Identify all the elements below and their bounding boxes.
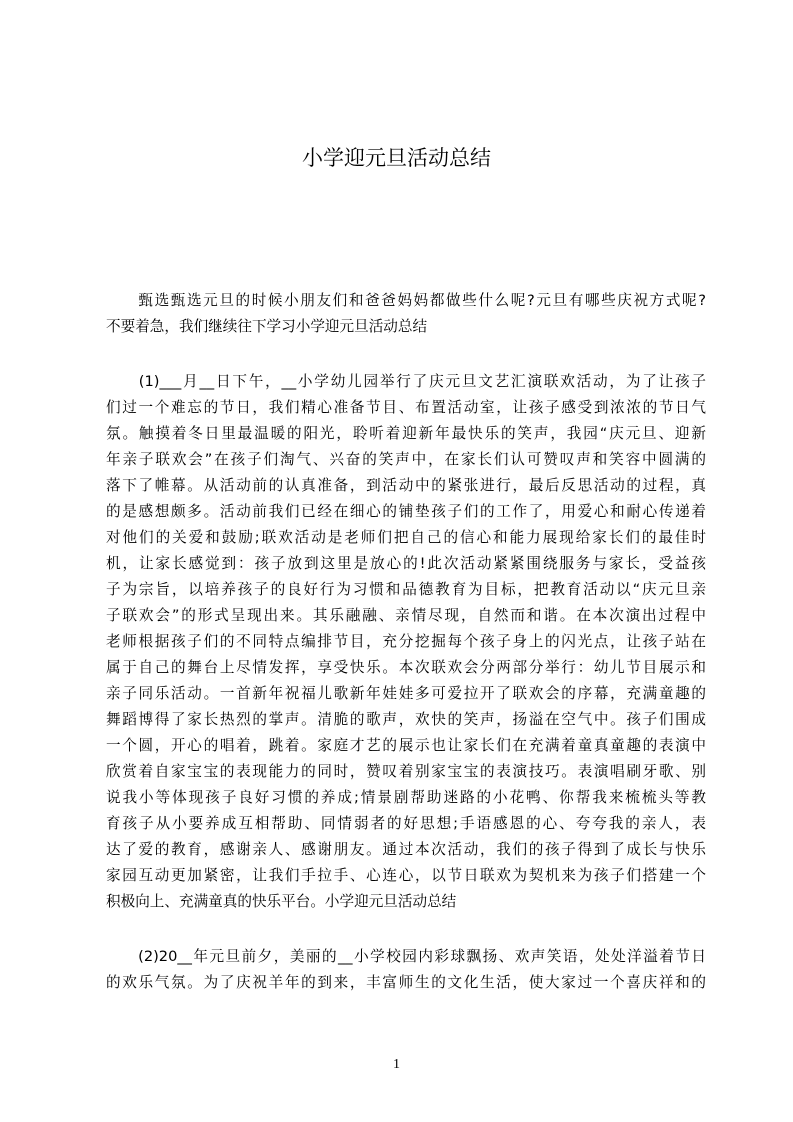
text-line: 们过一个难忘的节日，我们精心准备节目、布置活动室，让孩子感受到浓浓的节日气 bbox=[106, 399, 706, 416]
text-line: 子联欢会”的形式呈现出来。其乐融融、亲情尽现，自然而和谐。在本次演出过程中 bbox=[106, 607, 706, 624]
text-line: 家园互动更加紧密，让我们手拉手、心连心，以节日联欢为契机来为孩子们搭建一个 bbox=[106, 867, 706, 884]
text-line: 甄选甄选元旦的时候小朋友们和爸爸妈妈都做些什么呢?元旦有哪些庆祝方式呢? bbox=[106, 292, 706, 309]
text-line: 老师根据孩子们的不同特点编排节目，充分挖掘每个孩子身上的闪光点，让孩子站在 bbox=[106, 633, 706, 650]
text-line: 说我小等体现孩子良好习惯的养成;情景剧帮助迷路的小花鸭、你帮我来梳梳头等教 bbox=[106, 789, 706, 806]
text-line: 年亲子联欢会”在孩子们淘气、兴奋的笑声中，在家长们认可赞叹声和笑容中圆满的 bbox=[106, 451, 706, 468]
text-line: 氛。触摸着冬日里最温暖的阳光，聆听着迎新年最快乐的笑声，我园“庆元旦、迎新 bbox=[106, 425, 706, 442]
text-line: 机，让家长感觉到：孩子放到这里是放心的!此次活动紧紧围绕服务与家长，受益孩 bbox=[106, 555, 706, 572]
text-line: (1)___月__日下午，__小学幼儿园举行了庆元旦文艺汇演联欢活动，为了让孩子 bbox=[106, 373, 706, 390]
text-line: 舞蹈博得了家长热烈的掌声。清脆的歌声，欢快的笑声，扬溢在空气中。孩子们围成 bbox=[106, 711, 706, 728]
text-line: 的欢乐气氛。为了庆祝羊年的到来，丰富师生的文化生活，使大家过一个喜庆祥和的 bbox=[106, 974, 706, 991]
text-line: 对他们的关爱和鼓励;联欢活动是老师们把自己的信心和能力展现给家长们的最佳时 bbox=[106, 529, 706, 546]
text-line: 不要着急，我们继续往下学习小学迎元旦活动总结 bbox=[106, 318, 428, 335]
page-number: 1 bbox=[393, 1057, 400, 1072]
text-line: 属于自己的舞台上尽情发挥，享受快乐。本次联欢会分两部分举行：幼儿节目展示和 bbox=[106, 659, 706, 676]
text-line: 育孩子从小要养成互相帮助、同情弱者的好思想;手语感恩的心、夸夸我的亲人，表 bbox=[106, 815, 706, 832]
text-line: 积极向上、充满童真的快乐平台。小学迎元旦活动总结 bbox=[106, 893, 457, 910]
text-line: 的是感想颇多。活动前我们已经在细心的铺垫孩子们的工作了，用爱心和耐心传递着 bbox=[106, 503, 706, 520]
text-line: 一个圆，开心的唱着，跳着。家庭才艺的展示也让家长们在充满着童真童趣的表演中 bbox=[106, 737, 706, 754]
text-line: 亲子同乐活动。一首新年祝福儿歌新年娃娃多可爱拉开了联欢会的序幕，充满童趣的 bbox=[106, 685, 706, 702]
text-line: 子为宗旨，以培养孩子的良好行为习惯和品德教育为目标，把教育活动以“庆元旦亲 bbox=[106, 581, 706, 598]
text-line: 欣赏着自家宝宝的表现能力的同时，赞叹着别家宝宝的表演技巧。表演唱刷牙歌、别 bbox=[106, 763, 706, 780]
text-line: 达了爱的教育，感谢亲人、感谢朋友。通过本次活动，我们的孩子得到了成长与快乐 bbox=[106, 841, 706, 858]
text-line: 落下了帷幕。从活动前的认真准备，到活动中的紧张进行，最后反思活动的过程，真 bbox=[106, 477, 706, 494]
text-line: (2)20__年元旦前夕，美丽的__小学校园内彩球飘扬、欢声笑语，处处洋溢着节日 bbox=[106, 948, 706, 965]
document-title: 小学迎元旦活动总结 bbox=[302, 146, 491, 170]
